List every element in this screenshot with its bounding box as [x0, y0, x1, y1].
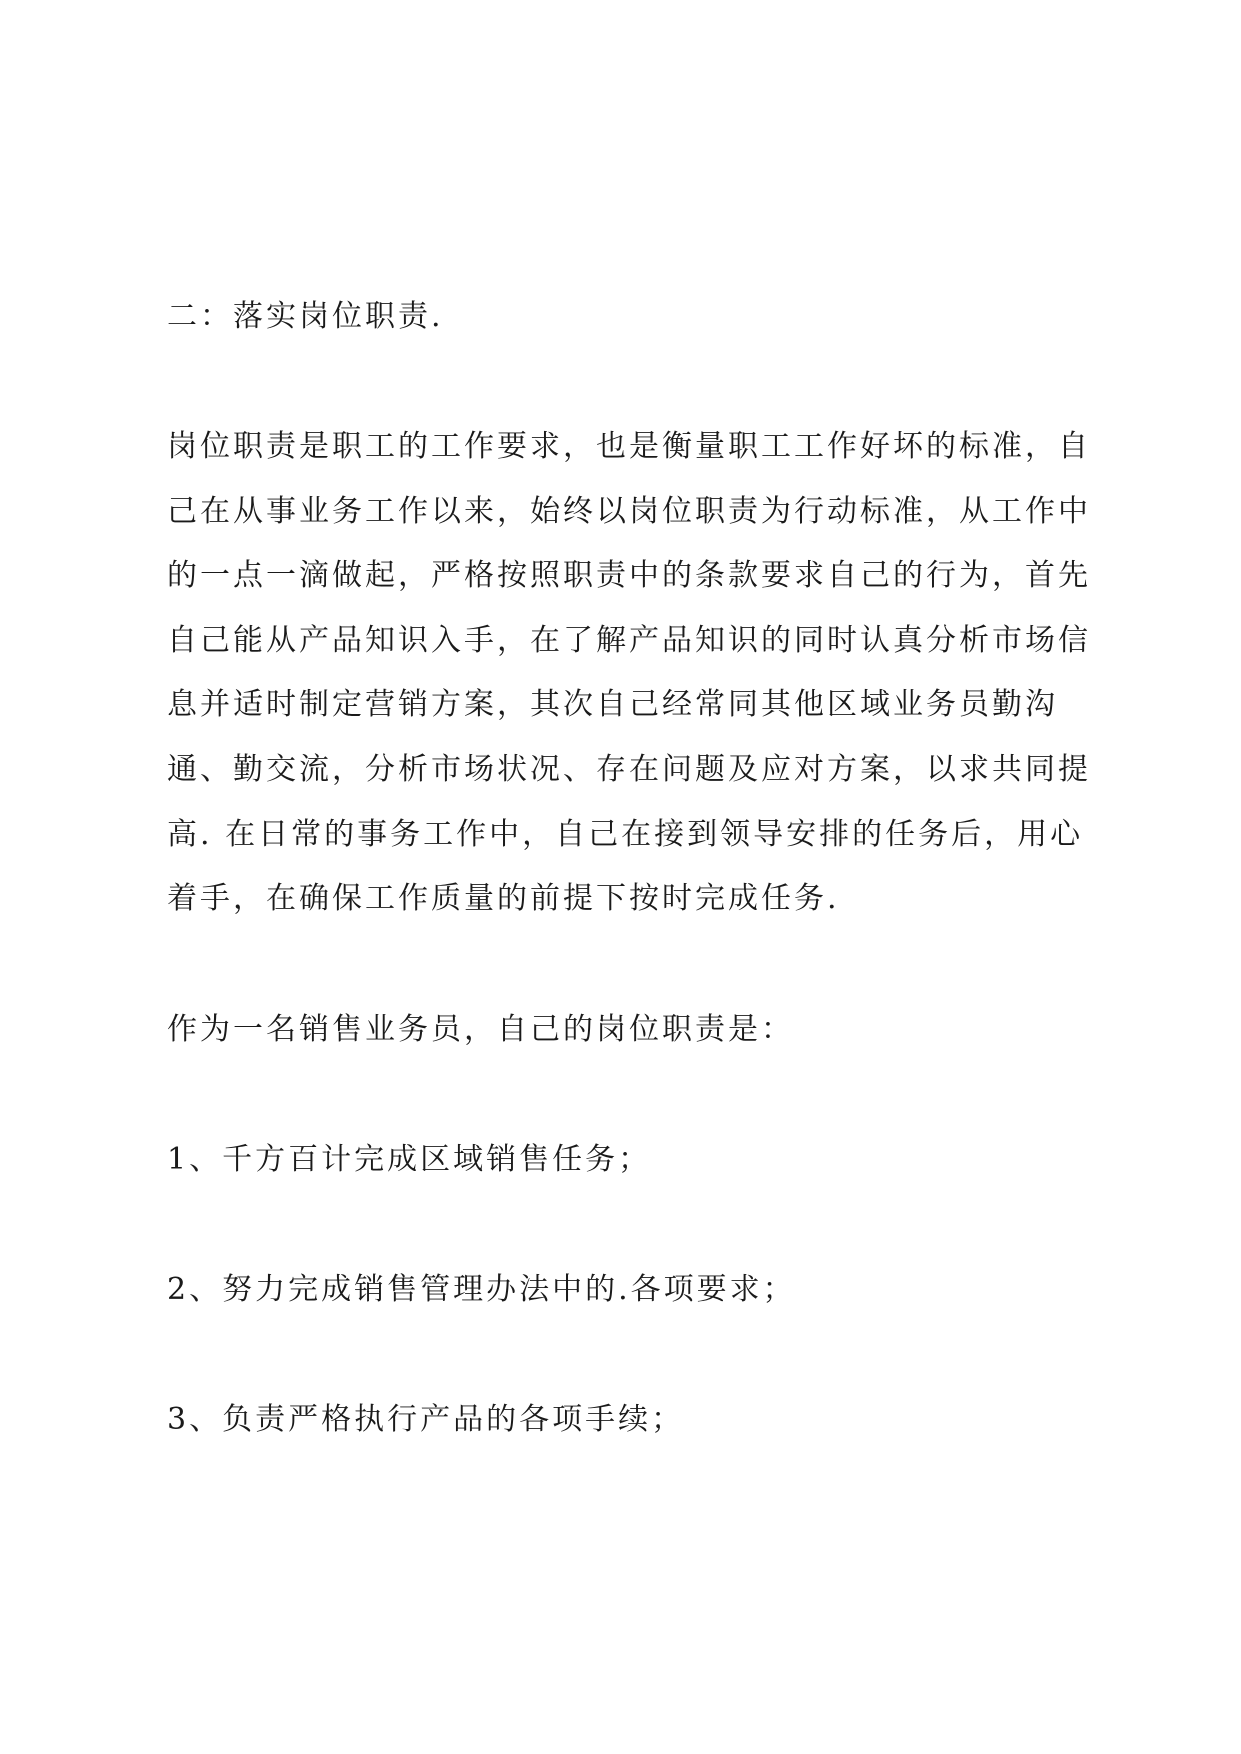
paragraph-line: 息并适时制定营销方案，其次自己经常同其他区域业务员勤沟 [167, 687, 1058, 723]
paragraph-line: 高. 在日常的事务工作中，自己在接到领导安排的任务后，用心 [167, 816, 1084, 852]
body-paragraph [167, 427, 1097, 944]
duty-item: 1、千方百计完成区域销售任务； [167, 1142, 652, 1177]
section-heading: 二：落实岗位职责. [167, 299, 444, 334]
paragraph-line: 自己能从产品知识入手，在了解产品知识的同时认真分析市场信 [167, 622, 1091, 658]
paragraph-line: 通、勤交流，分析市场状况、存在问题及应对方案，以求共同提 [167, 751, 1091, 787]
paragraph-line: 的一点一滴做起，严格按照职责中的条款要求自己的行为，首先 [167, 558, 1091, 594]
paragraph-line: 己在从事业务工作以来，始终以岗位职责为行动标准，从工作中 [167, 493, 1091, 529]
duty-item: 3、负责严格执行产品的各项手续； [167, 1402, 685, 1437]
paragraph-line: 着手，在确保工作质量的前提下按时完成任务. [167, 881, 840, 917]
paragraph-line: 岗位职责是职工的工作要求，也是衡量职工工作好坏的标准，自 [167, 429, 1091, 464]
duties-intro: 作为一名销售业务员，自己的岗位职责是： [167, 1012, 794, 1047]
duty-item: 2、努力完成销售管理办法中的.各项要求； [167, 1272, 796, 1307]
